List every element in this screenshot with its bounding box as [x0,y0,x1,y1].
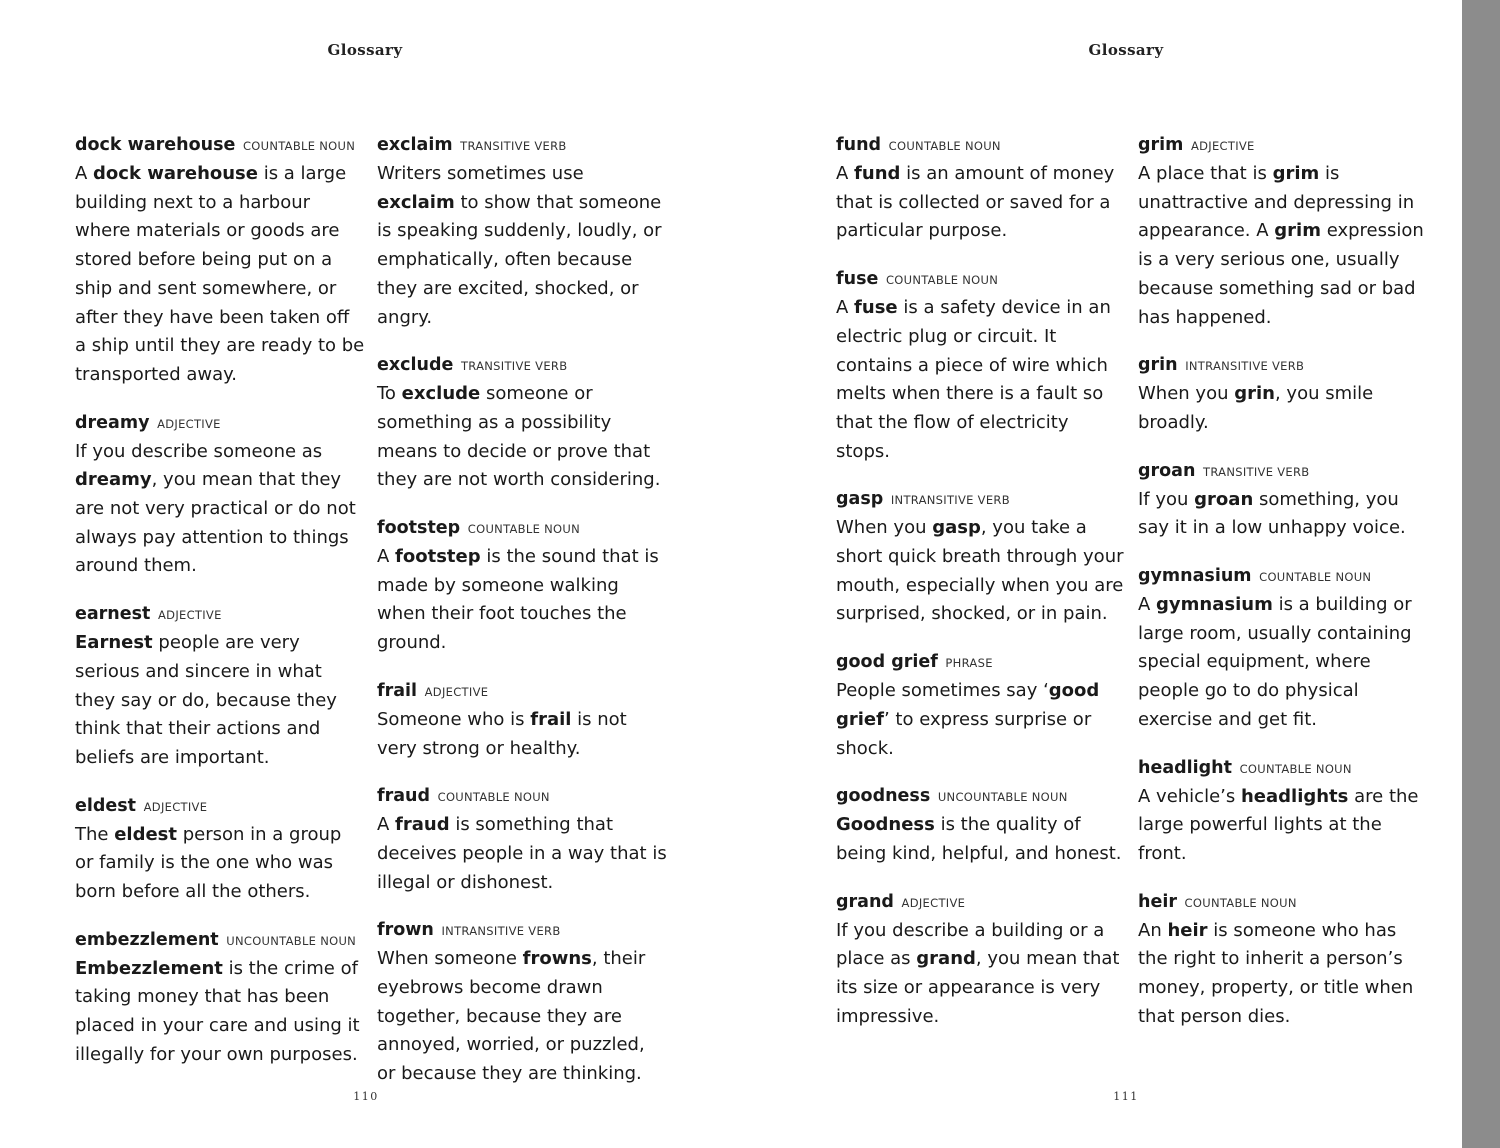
glossary-entry [1138,754,1428,869]
part-of-speech: ADJECTIVE [424,684,489,699]
glossary-entry [377,131,667,332]
part-of-speech: INTRANSITIVE VERB [441,924,561,939]
definition [377,945,667,1089]
part-of-speech: ADJECTIVE [1190,139,1255,153]
glossary-column [75,131,365,1089]
headword: headlight [1138,757,1233,778]
definition-text: is a large building next to a harbour where materials or goods are stored before being put on a ship and sent somewhere, or after they have been taken off a ship until they are ready to be transported away. [75,163,365,385]
definition-text: A place that is [1138,163,1273,184]
page-number-left: 110 [353,1090,379,1103]
definition-text: An [1138,919,1168,941]
headword: good grief [836,652,938,673]
glossary-entry [836,782,1126,868]
headword: exclude [377,355,454,376]
entry-heading [75,409,365,438]
definition-keyword: frowns [522,948,592,970]
definition-text: If you describe a building or a place as [836,919,1105,970]
definition-text: is not very strong or healthy. [377,708,627,759]
part-of-speech: TRANSITIVE VERB [460,139,567,153]
part-of-speech: COUNTABLE NOUN [1259,570,1372,585]
right-page [760,0,1460,1148]
definition-keyword: Earnest [75,632,153,654]
definition-text: A [377,546,396,568]
entry-heading [836,648,1126,677]
part-of-speech: COUNTABLE NOUN [1184,895,1297,910]
headword: dock warehouse [75,135,236,155]
entry-heading [836,888,1126,917]
headword: fraud [377,786,431,807]
part-of-speech: COUNTABLE NOUN [437,790,550,805]
definition-text: is an amount of money that is collected or saved for a particular purpose. [836,163,1115,242]
definition [836,677,1126,763]
definition [836,917,1126,1032]
glossary-entry [1138,888,1428,1032]
definition-text: If you describe someone as [75,440,323,462]
part-of-speech: TRANSITIVE VERB [1203,464,1310,479]
definition-text: When someone [377,948,523,970]
definition-text: is the sound that is made by someone walking when their foot touches the ground. [377,546,659,654]
definition-text: , you mean that they are not very practical or do not always pay attention to things around them. [75,469,356,577]
glossary-entry [377,514,667,658]
definition-keyword: good grief [836,680,1100,730]
definition-text: expression is a very serious one, usually because something sad or bad has happened. [1138,220,1424,328]
definition-keyword: Embezzlement [75,957,223,979]
headword: eldest [75,795,137,816]
definition-text: person in a group or family is the one who was born before all the others. [75,823,342,903]
definition-keyword: grim [1272,163,1320,184]
definition-text: When you [1138,383,1235,405]
definition-text: , you mean that its size or appearance is very impressive. [836,948,1120,1027]
part-of-speech: COUNTABLE NOUN [242,139,356,153]
definition-keyword: headlights [1240,785,1349,807]
definition-text: A vehicle’s [1138,785,1241,807]
entry-heading [1138,457,1428,486]
glossary-entry [1138,351,1428,437]
entry-heading [377,351,667,380]
definition-text: something, you say it in a low unhappy voice. [1138,488,1406,539]
entry-heading [836,782,1126,811]
definition [377,543,667,658]
headword: grand [836,891,894,912]
headword: grin [1138,355,1178,376]
headword: groan [1138,460,1196,481]
definition [75,821,365,907]
definition-text: A [377,814,396,836]
part-of-speech: COUNTABLE NOUN [1239,761,1352,776]
definition-text: is the crime of taking money that has been placed in your care and using it illegally for your own purposes. [75,957,360,1065]
part-of-speech: INTRANSITIVE VERB [890,493,1010,508]
definition-keyword: grin [1234,383,1275,405]
definition [1138,160,1428,332]
headword: earnest [75,604,151,625]
part-of-speech: COUNTABLE NOUN [885,273,999,288]
headword: exclaim [377,135,453,155]
definition-text: someone or something as a possibility means to decide or prove that they are not worth considering. [377,383,661,491]
definition-text: A [1138,594,1157,616]
definition [75,955,365,1070]
definition-keyword: Goodness [836,814,935,836]
definition-text: people are very serious and sincere in what they say or do, because they think that their actions and beliefs are important. [75,632,337,768]
definition [75,160,365,390]
part-of-speech: COUNTABLE NOUN [888,139,1001,153]
definition-text: When you [836,517,933,539]
definition [75,438,365,582]
part-of-speech: COUNTABLE NOUN [467,522,580,537]
definition-text: is a building or large room, usually containing special equipment, where people go to do physical exercise and get fit. [1138,594,1412,730]
running-head-left: Glossary [327,41,403,59]
definition-text: The [75,823,115,845]
glossary-entry [836,648,1126,763]
entry-heading [836,265,1126,294]
part-of-speech: ADJECTIVE [158,608,222,623]
entry-heading [377,677,667,706]
entry-heading [75,600,365,629]
entry-heading [377,916,667,945]
definition [377,380,667,495]
glossary-entry [836,888,1126,1032]
definition [377,811,667,897]
definition-text: to show that someone is speaking suddenly, loudly, or emphatically, often because they are excited, shocked, or angry. [377,191,662,328]
headword: footstep [377,518,461,539]
definition [1138,486,1428,543]
glossary-column [377,131,667,1108]
definition-text: are the large powerful lights at the front. [1138,785,1419,864]
definition [1138,917,1428,1032]
definition [377,160,667,332]
glossary-entry [377,916,667,1089]
definition-text: To [377,383,402,405]
definition-text: People sometimes say ‘ [836,680,1049,702]
definition-text: is someone who has the right to inherit a person’s money, property, or title when that person dies. [1138,919,1414,1027]
definition [836,811,1126,868]
entry-heading [1138,888,1428,917]
part-of-speech: UNCOUNTABLE NOUN [937,790,1068,805]
headword: grim [1138,135,1184,155]
definition-keyword: exclude [401,383,481,405]
headword: gymnasium [1138,566,1252,587]
definition-keyword: grand [916,948,976,970]
definition [836,294,1126,466]
definition [1138,380,1428,437]
part-of-speech: UNCOUNTABLE NOUN [226,933,357,948]
page-number-right: 111 [1113,1090,1139,1103]
definition-keyword: eldest [114,823,177,845]
entry-heading [1138,754,1428,783]
definition-text: , you take a short quick breath through your mouth, especially when you are surprised, shocked, or in pain. [836,517,1124,625]
glossary-entry [75,409,365,582]
glossary-entry [377,351,667,495]
glossary-entry [1138,131,1428,332]
part-of-speech: INTRANSITIVE VERB [1185,359,1305,374]
definition-keyword: fraud [395,814,450,836]
definition-keyword: exclaim [377,191,455,213]
definition [1138,783,1428,869]
definition-text: is the quality of being kind, helpful, and honest. [836,814,1122,864]
glossary-entry [836,131,1126,246]
definition-keyword: groan [1194,488,1254,510]
definition-keyword: gymnasium [1156,594,1273,616]
glossary-entry [75,792,365,907]
entry-heading [75,131,365,160]
definition [1138,591,1428,735]
glossary-entry [836,485,1126,629]
definition-text: Someone who is [377,708,531,730]
part-of-speech: ADJECTIVE [143,799,208,814]
definition-keyword: heir [1167,919,1208,941]
definition-keyword: grim [1274,220,1321,242]
headword: goodness [836,786,931,807]
page-edge-strip [1462,0,1500,1148]
definition-text: A [75,163,94,184]
entry-heading [1138,131,1428,160]
definition-text: Writers sometimes use [377,163,584,184]
glossary-column [1138,131,1428,1050]
definition-keyword: dock warehouse [93,163,258,184]
glossary-entry [75,926,365,1070]
definition-keyword: footstep [395,546,481,568]
definition [836,514,1126,629]
part-of-speech: ADJECTIVE [157,416,221,431]
definition-text: is something that deceives people in a way that is illegal or dishonest. [377,814,667,893]
entry-heading [377,131,667,160]
part-of-speech: ADJECTIVE [901,895,966,910]
part-of-speech: TRANSITIVE VERB [460,359,568,374]
glossary-entry [75,600,365,773]
part-of-speech: PHRASE [945,656,993,671]
glossary-column [836,131,1126,1050]
headword: frown [377,920,434,941]
definition-text: A [836,297,855,319]
definition-keyword: dreamy [75,469,152,491]
headword: heir [1138,891,1177,912]
headword: dreamy [75,412,150,433]
headword: fuse [836,269,879,290]
definition-text: If you [1138,488,1195,510]
entry-heading [75,926,365,955]
glossary-entry [75,131,365,390]
glossary-entry [836,265,1126,466]
entry-heading [836,131,1126,160]
headword: embezzlement [75,929,219,950]
glossary-entry [377,677,667,763]
headword: fund [836,135,882,155]
entry-heading [836,485,1126,514]
left-page [0,0,740,1148]
definition-text: ’ to express surprise or shock. [836,708,1092,759]
entry-heading [1138,351,1428,380]
headword: frail [377,680,418,701]
entry-heading [377,514,667,543]
definition [836,160,1126,246]
entry-heading [75,792,365,821]
glossary-entry [1138,562,1428,735]
definition-keyword: frail [530,708,572,730]
definition-keyword: fuse [854,297,898,319]
definition-text: , their eyebrows become drawn together, because they are annoyed, worried, or puzzled, or because they are thinking. [377,948,646,1085]
definition [75,629,365,773]
headword: gasp [836,489,884,510]
entry-heading [377,782,667,811]
definition-text: is unattractive and depressing in appearance. A [1138,163,1415,242]
glossary-entry [377,782,667,897]
running-head-right: Glossary [1088,41,1164,59]
definition-keyword: gasp [932,517,981,539]
definition-keyword: fund [854,163,901,184]
definition [377,706,667,763]
definition-text: , you smile broadly. [1138,383,1374,433]
entry-heading [1138,562,1428,591]
definition-text: A [836,163,855,184]
glossary-entry [1138,457,1428,543]
definition-text: is a safety device in an electric plug or circuit. It contains a piece of wire which melts when there is a fault so that the flow of electricity stops. [836,297,1111,462]
